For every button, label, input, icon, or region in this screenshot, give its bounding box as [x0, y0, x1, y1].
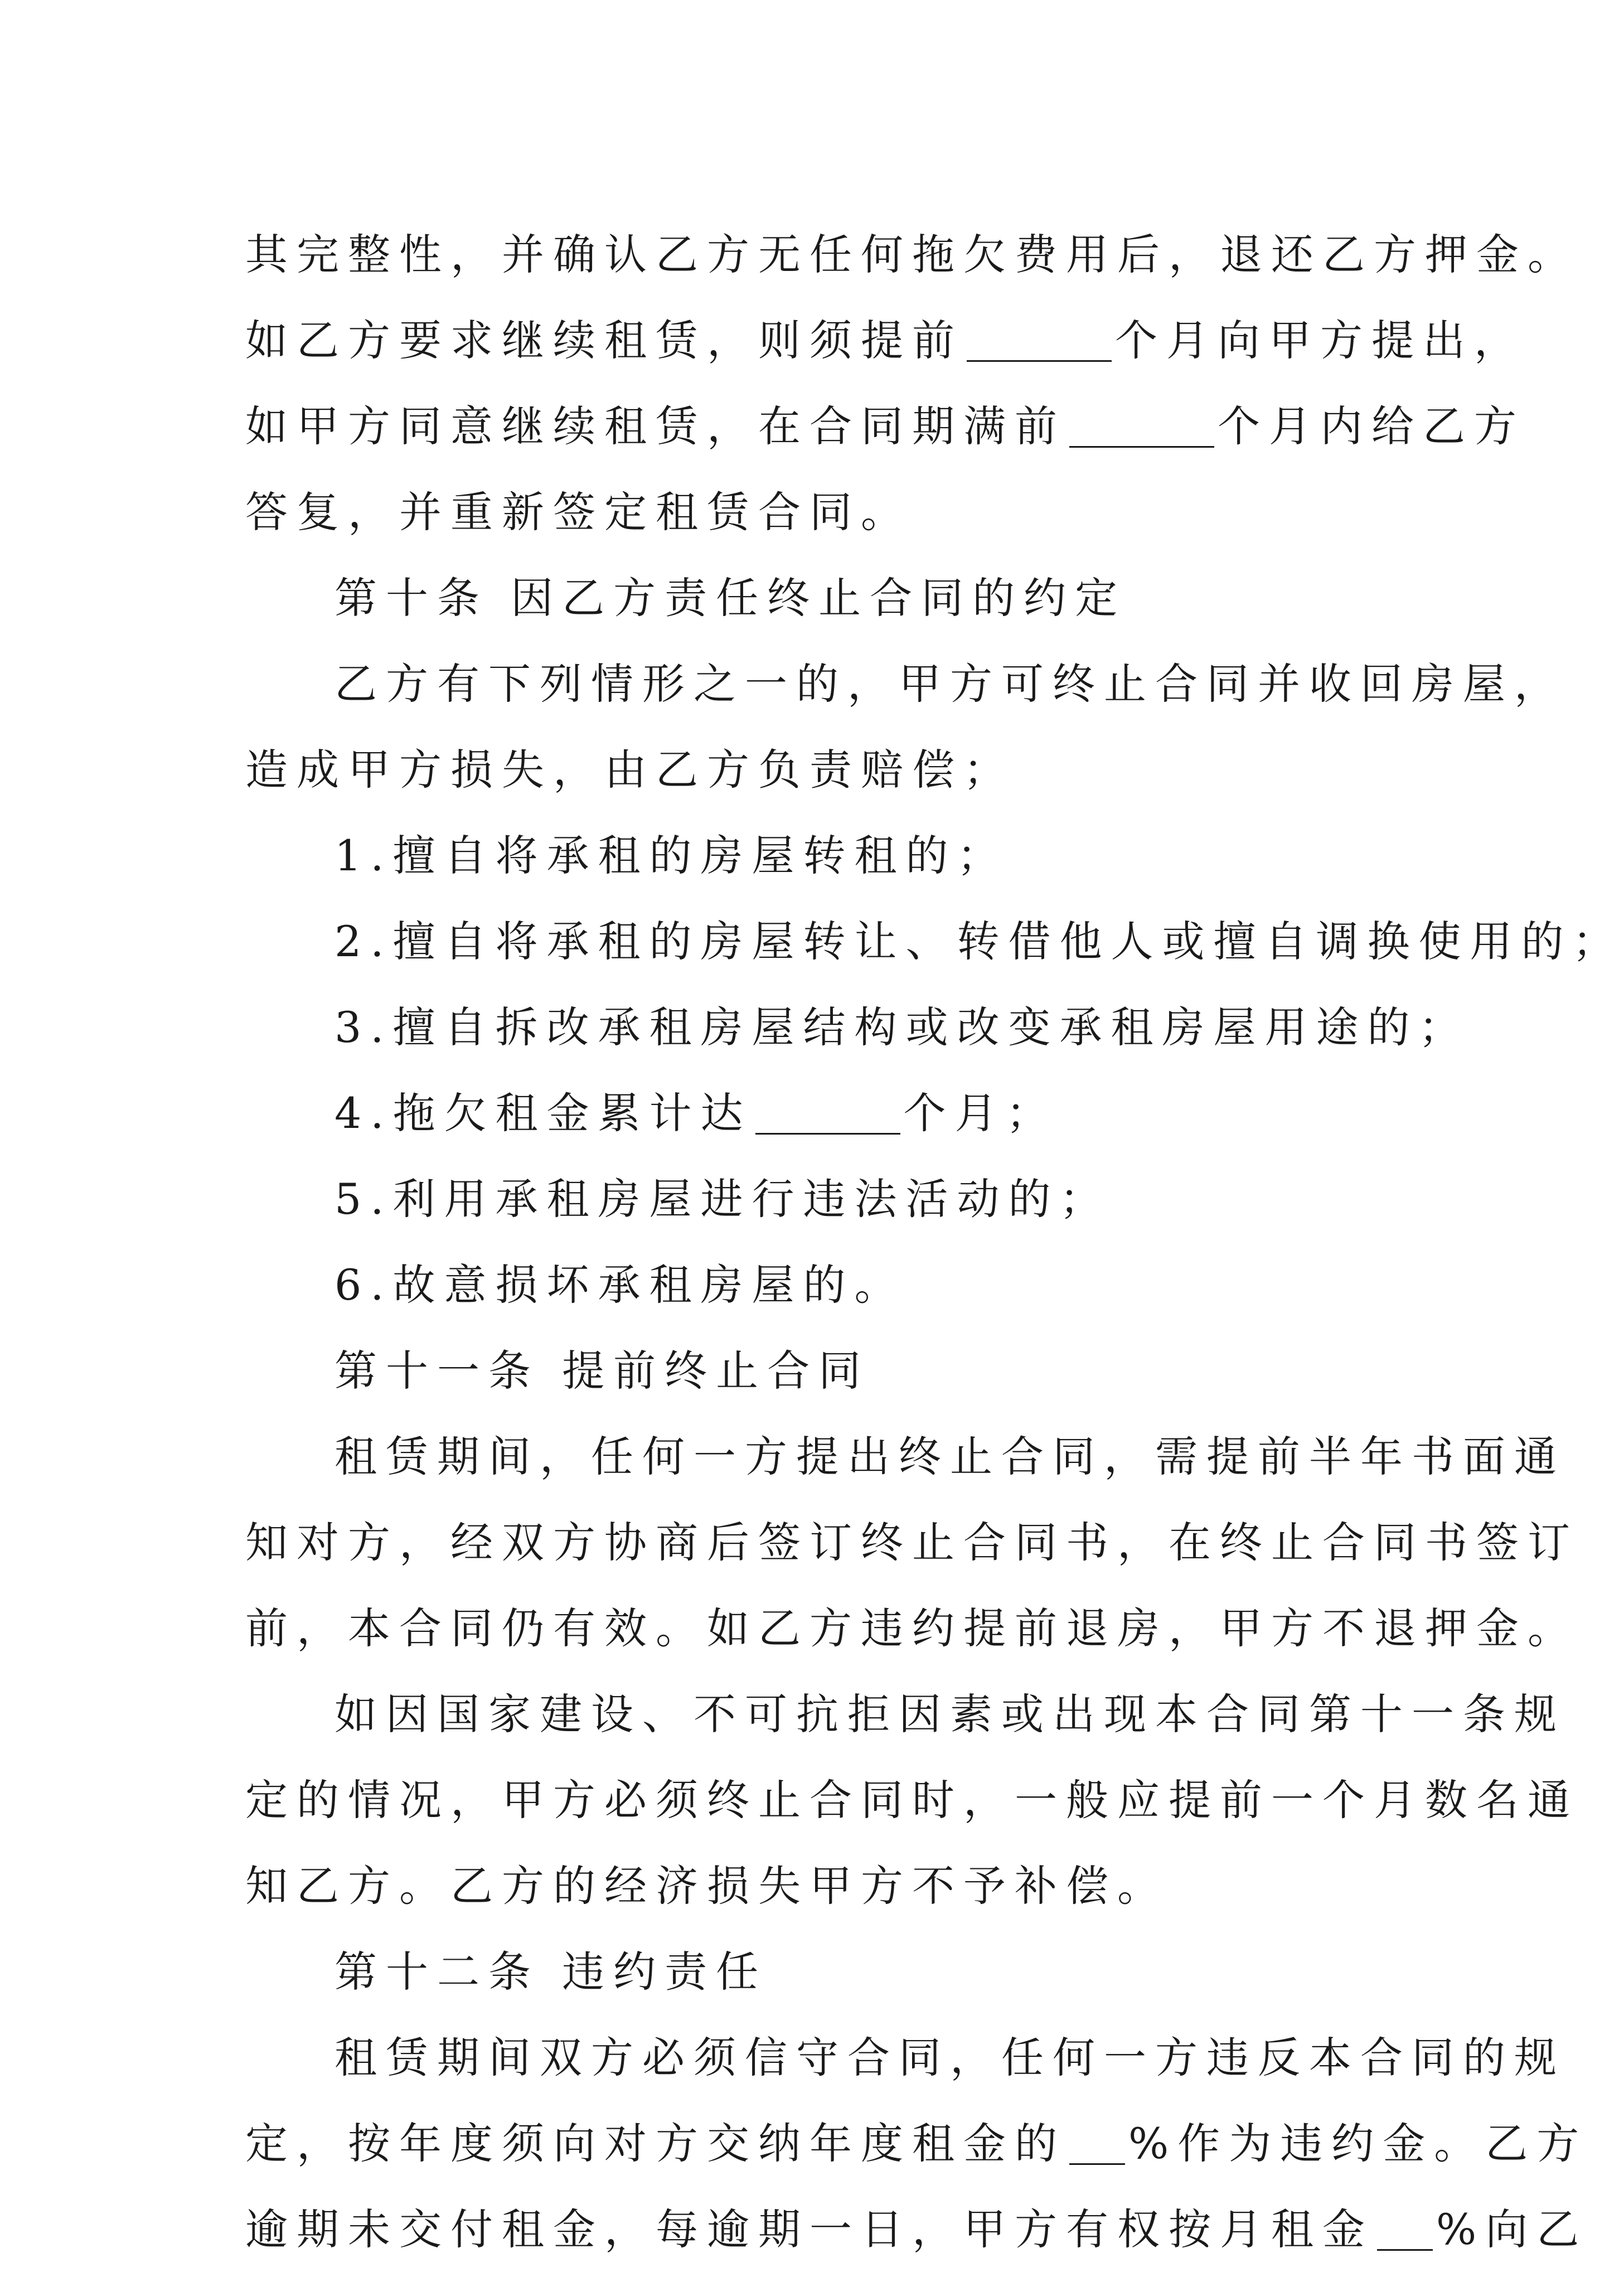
list-item: 3.擅自拆改承租房屋结构或改变承租房屋用途的；	[335, 1002, 1470, 1052]
list-item: 5.利用承租房屋进行违法活动的；	[335, 1174, 1111, 1224]
article-heading: 第十二条 违约责任	[335, 1947, 768, 1997]
text-segment: 个月；	[903, 1088, 1058, 1138]
text-segment: %向乙	[1436, 2205, 1588, 2254]
paragraph-line	[245, 2187, 1588, 2273]
paragraph-line	[245, 2101, 1588, 2187]
text-segment: %作为违约金。乙方	[1128, 2119, 1588, 2168]
text-segment: 如甲方同意继续租赁，在合同期满前	[245, 401, 1066, 451]
paragraph-line: 定的情况，甲方必须终止合同时，一般应提前一个月数名通	[245, 1775, 1579, 1825]
fill-in-blank	[967, 360, 1112, 362]
text-segment: 逾期未交付租金，每逾期一日，甲方有权按月租金	[245, 2205, 1374, 2254]
fill-in-blank	[1069, 2163, 1125, 2165]
fill-in-blank	[1377, 2249, 1433, 2251]
fill-in-blank	[755, 1132, 900, 1135]
text-segment: 定，按年度须向对方交纳年度租金的	[245, 2119, 1066, 2168]
paragraph-line: 如因国家建设、不可抗拒因素或出现本合同第十一条规	[335, 1689, 1565, 1739]
article-heading: 第十一条 提前终止合同	[335, 1346, 870, 1396]
paragraph-line: 其完整性，并确认乙方无任何拖欠费用后，退还乙方押金。	[245, 230, 1579, 279]
list-item: 6.故意损坏承租房屋的。	[335, 1260, 906, 1310]
paragraph-line: 租赁期间，任何一方提出终止合同，需提前半年书面通	[335, 1432, 1565, 1481]
paragraph-line: 造成甲方损失，由乙方负责赔偿；	[245, 745, 1015, 794]
text-segment: 如乙方要求继续租赁，则须提前	[245, 316, 963, 365]
paragraph-line: 租赁期间双方必须信守合同，任何一方违反本合同的规	[335, 2033, 1565, 2082]
text-segment: 个月内给乙方	[1218, 401, 1525, 451]
contract-text	[245, 212, 1624, 2273]
paragraph-line: 知乙方。乙方的经济损失甲方不予补偿。	[245, 1861, 1169, 1911]
list-item	[245, 1070, 1383, 1156]
paragraph-line: 知对方，经双方协商后签订终止合同书，在终止合同书签订	[245, 1518, 1579, 1567]
list-item: 1.擅自将承租的房屋转租的；	[335, 831, 1009, 880]
paragraph-line: 答复，并重新签定租赁合同。	[245, 487, 912, 537]
article-heading: 第十条 因乙方责任终止合同的约定	[335, 573, 1127, 623]
text-segment: 4.拖欠租金累计达	[335, 1088, 752, 1138]
paragraph-line: 前，本合同仍有效。如乙方违约提前退房，甲方不退押金。	[245, 1603, 1579, 1653]
paragraph-line: 乙方有下列情形之一的，甲方可终止合同并收回房屋，	[335, 659, 1565, 709]
paragraph-line	[245, 384, 1525, 469]
paragraph-line	[245, 298, 1525, 384]
list-item: 2.擅自将承租的房屋转让、转借他人或擅自调换使用的；	[335, 917, 1624, 966]
fill-in-blank	[1069, 445, 1214, 448]
text-segment: 个月向甲方提出，	[1115, 316, 1525, 365]
